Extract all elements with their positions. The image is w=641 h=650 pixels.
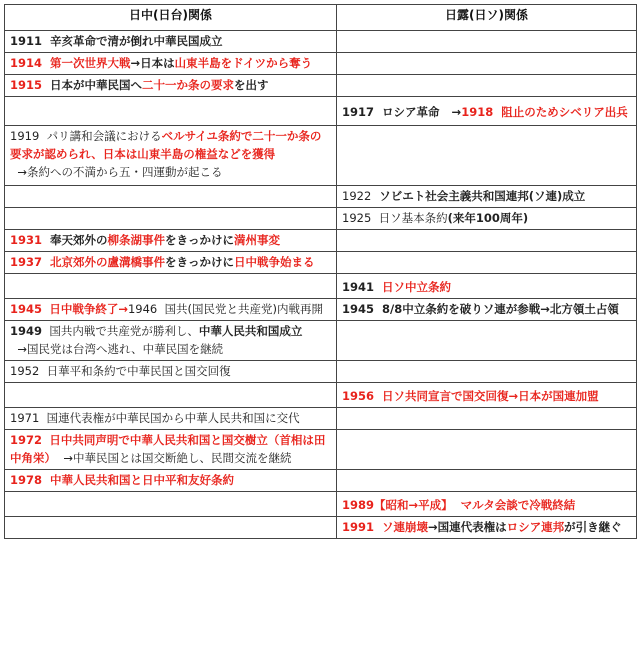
cell-china: [5, 408, 337, 430]
cell-russia: [337, 517, 637, 539]
header-row: [5, 5, 637, 31]
event-text: 中華人民共和国と日中平和友好条約: [50, 473, 235, 487]
cell-china-empty: [5, 186, 337, 208]
table-row: [5, 383, 637, 408]
year: 1945: [342, 302, 375, 316]
event-text: ソ連崩壊: [382, 520, 429, 534]
event-text: 日本が国連加盟: [518, 389, 599, 403]
table-row: [5, 252, 637, 274]
event-text: (来年100周年): [447, 211, 529, 225]
year: 1949: [10, 324, 43, 338]
cell-china-empty: [5, 517, 337, 539]
event-text: 奉天郊外の: [50, 233, 108, 247]
cell-russia-empty: [337, 75, 637, 97]
event-text: 阻止のためシベリア出兵: [501, 105, 628, 119]
table-row: [5, 97, 637, 126]
cell-russia-empty: [337, 470, 637, 492]
year: 1952: [10, 364, 40, 378]
event-text: →: [508, 389, 519, 403]
year: 1972: [10, 433, 43, 447]
table-row: [5, 31, 637, 53]
year: 1941: [342, 280, 375, 294]
event-text: 日中共同声明で中華人民共和国と国交樹立（首相は田中角栄）: [10, 433, 326, 465]
header-japan-russia: 日露(日ソ)関係: [337, 5, 637, 31]
table-row: [5, 274, 637, 299]
table-row: [5, 208, 637, 230]
table-row: [5, 299, 637, 321]
cell-china: [5, 321, 337, 361]
event-text: ロシア革命: [382, 105, 440, 119]
table-row: [5, 470, 637, 492]
table-row: [5, 517, 637, 539]
cell-russia-empty: [337, 430, 637, 470]
cell-china: [5, 53, 337, 75]
cell-russia-empty: [337, 31, 637, 53]
table-row: [5, 361, 637, 383]
cell-russia-empty: [337, 126, 637, 186]
event-text: をきっかけに: [165, 233, 235, 247]
cell-russia: [337, 186, 637, 208]
event-text: →中華民国とは国交断絶し、民間交流を継続: [63, 451, 292, 465]
cell-china: [5, 126, 337, 186]
event-text: →: [451, 105, 462, 119]
cell-russia: [337, 492, 637, 517]
cell-russia-empty: [337, 230, 637, 252]
event-text: 北京郊外の: [50, 255, 108, 269]
cell-china-empty: [5, 97, 337, 126]
table-row: [5, 75, 637, 97]
year: 1946: [127, 302, 158, 316]
year: 1945: [10, 302, 43, 316]
event-text: 日華平和条約で中華民国と国交回復: [46, 364, 231, 378]
event-text: →国連代表権は: [428, 520, 507, 534]
event-text: 日ソ基本条約: [378, 211, 448, 225]
cell-russia-empty: [337, 361, 637, 383]
cell-china: [5, 31, 337, 53]
event-text: →条約への不満から五・四運動が起こる: [17, 165, 223, 179]
cell-china: [5, 252, 337, 274]
cell-china-empty: [5, 208, 337, 230]
cell-china-empty: [5, 492, 337, 517]
event-text: 8/8中立条約を破りソ連が参戦→北方領土占領: [382, 302, 619, 316]
event-text: 国共内戦で共産党が勝利し、: [49, 324, 199, 338]
event-text: 柳条湖事件: [107, 233, 166, 247]
cell-russia: [337, 274, 637, 299]
table-row: [5, 126, 637, 186]
cell-china-empty: [5, 274, 337, 299]
event-text: →日本は: [130, 56, 175, 70]
cell-russia: [337, 383, 637, 408]
cell-russia: [337, 97, 637, 126]
cell-china: [5, 75, 337, 97]
year: 1918: [461, 105, 494, 119]
event-text: 日ソ中立条約: [382, 280, 452, 294]
event-text: 満州事変: [234, 233, 281, 247]
year: 1922: [342, 189, 372, 203]
year: 1917: [342, 105, 375, 119]
event-text: 日中戦争終了→: [49, 302, 128, 316]
cell-china: [5, 470, 337, 492]
year: 1931: [10, 233, 43, 247]
event-text: ソビエト社会主義共和国連邦(ソ連)成立: [379, 189, 586, 203]
cell-china: [5, 299, 337, 321]
year: 1915: [10, 78, 43, 92]
event-text: 第一次世界大戦: [50, 56, 131, 70]
event-text: 中華人民共和国成立: [198, 324, 303, 338]
year: 1956: [342, 389, 375, 403]
event-text: を出す: [234, 78, 269, 92]
cell-china-empty: [5, 383, 337, 408]
cell-russia-empty: [337, 321, 637, 361]
table-row: [5, 321, 637, 361]
cell-china: [5, 230, 337, 252]
cell-russia-empty: [337, 252, 637, 274]
event-text: マルタ会談で冷戦終結: [460, 498, 576, 512]
event-text: 二十一か条の要求: [142, 78, 235, 92]
event-text: 【昭和→平成】: [374, 498, 453, 512]
cell-russia-empty: [337, 408, 637, 430]
event-text: →国民党は台湾へ逃れ、中華民国を継続: [17, 342, 224, 356]
cell-china: [5, 361, 337, 383]
table-row: [5, 230, 637, 252]
event-text: 国連代表権が中華民国から中華人民共和国に交代: [46, 411, 300, 425]
year: 1991: [342, 520, 375, 534]
year: 1978: [10, 473, 43, 487]
cell-russia: [337, 299, 637, 321]
event-text: ロシア連邦: [506, 520, 565, 534]
cell-china: [5, 430, 337, 470]
event-text: 盧溝橋事件: [107, 255, 166, 269]
year: 1937: [10, 255, 43, 269]
table-row: [5, 408, 637, 430]
year: 1914: [10, 56, 43, 70]
event-text: をきっかけに: [165, 255, 235, 269]
event-text: 山東半島をドイツから奪う: [174, 56, 313, 70]
year: 1925: [342, 211, 372, 225]
table-row: [5, 430, 637, 470]
table-row: [5, 186, 637, 208]
year: 1919: [10, 129, 40, 143]
event-text: パリ講和会議における: [46, 129, 162, 143]
year: 1911: [10, 34, 43, 48]
event-text: 国共(国民党と共産党)内戦再開: [164, 302, 324, 316]
cell-russia-empty: [337, 53, 637, 75]
event-text: が引き継ぐ: [564, 520, 622, 534]
event-text: 辛亥革命で清が倒れ中華民国成立: [50, 34, 223, 48]
cell-russia: [337, 208, 637, 230]
event-text: 日中戦争始まる: [234, 255, 315, 269]
event-text: ベルサイユ条約で二十一か条の要求が認められ、日本は山東半島の権益などを獲得: [10, 129, 322, 161]
event-text: 日ソ共同宣言で国交回復: [382, 389, 509, 403]
history-table: [4, 4, 637, 539]
year: 1971: [10, 411, 40, 425]
table-row: [5, 492, 637, 517]
table-row: [5, 53, 637, 75]
event-text: 日本が中華民国へ: [50, 78, 143, 92]
year: 1989: [342, 498, 375, 512]
header-japan-china: 日中(日台)関係: [5, 5, 337, 31]
